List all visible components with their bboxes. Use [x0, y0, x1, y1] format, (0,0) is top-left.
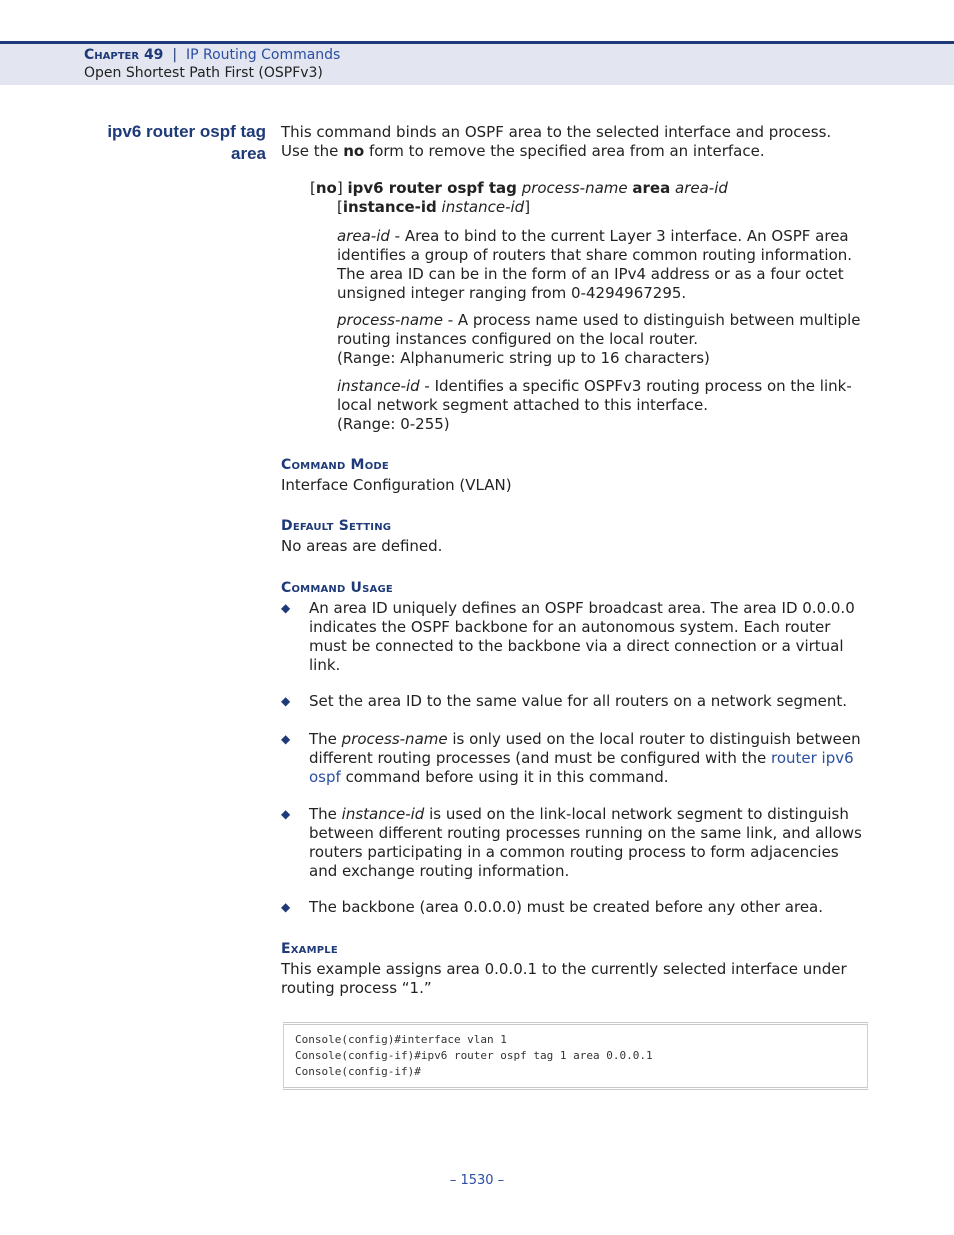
bullet-icon: ◆	[281, 900, 291, 914]
usage-bullet: ◆ The process-name is only used on the local router to distinguish between different routing processes (and must be configured with the router ipv6 ospf command before using it in this command.	[281, 730, 861, 786]
bullet-icon: ◆	[281, 694, 291, 708]
chapter-line	[84, 47, 340, 63]
usage-bullet: ◆ An area ID uniquely defines an OSPF broadcast area. The area ID 0.0.0.0 indicates the OSPF backbone for an autonomous system. Each router must be connected to the backbone via a direct connection or a virtual link.	[281, 599, 855, 674]
bullet-icon: ◆	[281, 601, 291, 615]
default-setting-heading: Default Setting	[281, 518, 392, 534]
intro-line1: This command binds an OSPF area to the selected interface and process.	[281, 123, 832, 141]
section-title: Open Shortest Path First (OSPFv3)	[84, 65, 323, 81]
code-example	[283, 1022, 868, 1090]
command-mode-heading: Command Mode	[281, 457, 389, 473]
code-line: Console(config-if)#	[295, 1065, 421, 1078]
syntax-line2: [instance-id instance-id]	[337, 198, 531, 216]
page-number: – 1530 –	[449, 1173, 505, 1188]
command-usage-heading: Command Usage	[281, 580, 393, 596]
example-text: This example assigns area 0.0.0.1 to the currently selected interface under routing process “1.”	[281, 960, 847, 997]
default-setting-text: No areas are defined.	[281, 537, 443, 555]
syntax-line1: [no] ipv6 router ospf tag process-name area area-id	[310, 179, 728, 197]
usage-bullet: ◆ The backbone (area 0.0.0.0) must be created before any other area.	[281, 898, 824, 916]
param-area-id: area-id - Area to bind to the current Layer 3 interface. An OSPF area identifies a group of routers that share common routing information. The area ID can be in the form of an IPv4 address or as a four octet unsigned integer ranging from 0-4294967295.	[337, 227, 853, 302]
header-separator: |	[172, 47, 178, 63]
command-mode-text: Interface Configuration (VLAN)	[281, 476, 512, 494]
code-line: Console(config-if)#ipv6 router ospf tag 1 area 0.0.0.1	[295, 1049, 653, 1062]
example-heading: Example	[281, 941, 338, 957]
intro-line2: Use the no form to remove the specified area from an interface.	[281, 142, 765, 160]
chapter-label: Chapter 49	[84, 47, 164, 63]
bullet-icon: ◆	[281, 732, 291, 746]
command-title-line1: ipv6 router ospf tag	[107, 122, 266, 141]
command-title-line2: area	[231, 144, 266, 163]
code-line: Console(config)#interface vlan 1	[295, 1033, 507, 1046]
param-instance-id: instance-id - Identifies a specific OSPFv3 routing process on the link-local network segment attached to this interface. (Range: 0-255)	[337, 377, 852, 433]
command-syntax	[310, 179, 870, 217]
page-header	[0, 41, 954, 85]
usage-bullet: ◆ Set the area ID to the same value for all routers on a network segment.	[281, 692, 848, 710]
command-title	[66, 121, 266, 165]
router-ipv6-ospf-link[interactable]: router ipv6 ospf	[309, 749, 854, 786]
command-intro	[281, 123, 871, 161]
chapter-topic: IP Routing Commands	[185, 47, 341, 63]
usage-bullet: ◆ The instance-id is used on the link-local network segment to distinguish between different routing processes running on the same link, and allows routers participating in a common routing process to form adjacencies and exchange routing information.	[281, 805, 862, 880]
bullet-icon: ◆	[281, 807, 291, 821]
param-process-name: process-name - A process name used to distinguish between multiple routing instances configured on the local router. (Range: Alphanumeric string up to 16 characters)	[337, 311, 861, 367]
